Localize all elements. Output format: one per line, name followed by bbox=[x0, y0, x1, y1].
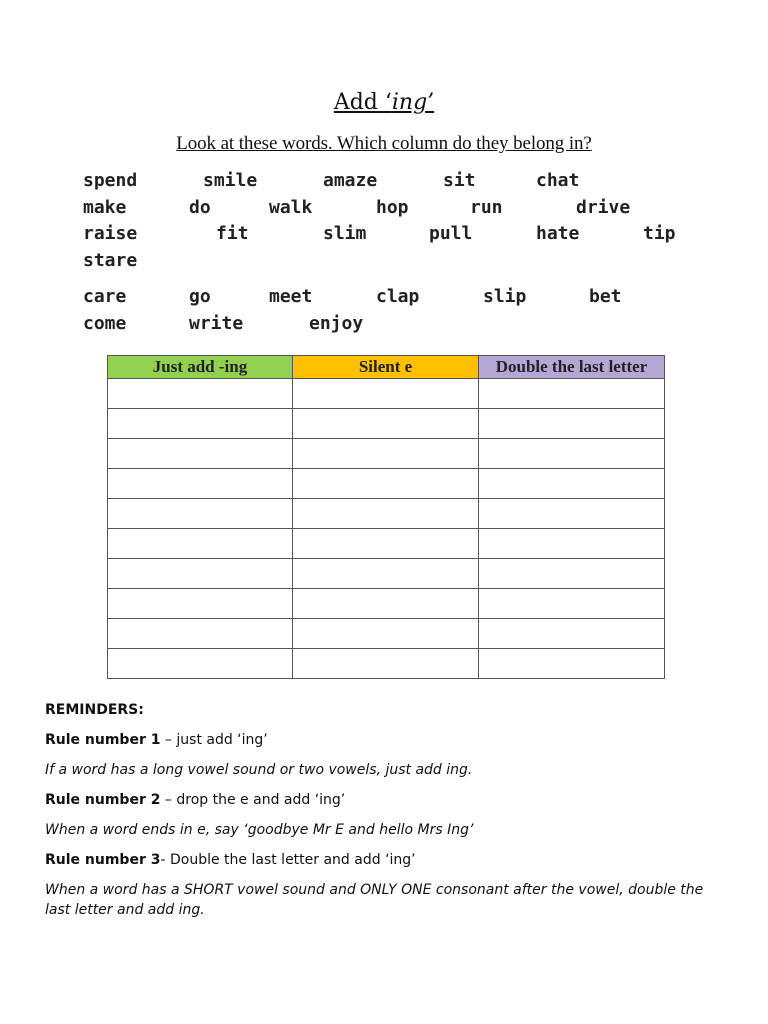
answer-cell[interactable] bbox=[293, 589, 479, 619]
word-care: care bbox=[83, 286, 127, 307]
answer-cell[interactable] bbox=[479, 409, 665, 439]
answer-cell[interactable] bbox=[293, 409, 479, 439]
word-do: do bbox=[189, 197, 211, 218]
answer-cell[interactable] bbox=[108, 589, 293, 619]
answer-cell[interactable] bbox=[293, 439, 479, 469]
instructions: Look at these words. Which column do they belong in? bbox=[176, 133, 592, 154]
answer-cell[interactable] bbox=[293, 559, 479, 589]
table-row bbox=[108, 379, 665, 409]
word-hate: hate bbox=[536, 223, 580, 244]
rule-3-text: - Double the last letter and add ‘ing’ bbox=[160, 852, 416, 868]
reminders-heading: REMINDERS: bbox=[45, 702, 144, 718]
word-tip: tip bbox=[643, 223, 676, 244]
answer-cell[interactable] bbox=[108, 649, 293, 679]
table-row bbox=[108, 499, 665, 529]
answer-cell[interactable] bbox=[479, 499, 665, 529]
answer-cell[interactable] bbox=[108, 559, 293, 589]
rule-2 bbox=[45, 792, 345, 808]
answer-cell[interactable] bbox=[479, 379, 665, 409]
rule-1-text: – just add ‘ing’ bbox=[160, 732, 268, 748]
rule-2-label: Rule number 2 bbox=[45, 792, 161, 808]
word-spend: spend bbox=[83, 170, 138, 191]
sorting-table bbox=[107, 355, 665, 679]
answer-cell[interactable] bbox=[293, 619, 479, 649]
table-row bbox=[108, 649, 665, 679]
answer-cell[interactable] bbox=[479, 529, 665, 559]
answer-cell[interactable] bbox=[108, 499, 293, 529]
rule-2-note: When a word ends in e, say ‘goodbye Mr E and hello Mrs Ing’ bbox=[45, 822, 474, 838]
word-smile: smile bbox=[203, 170, 258, 191]
rule-1-note: If a word has a long vowel sound or two vowels, just add ing. bbox=[45, 762, 473, 778]
rule-3 bbox=[45, 852, 416, 868]
header-silent-e: Silent e bbox=[293, 356, 479, 379]
answer-cell[interactable] bbox=[479, 619, 665, 649]
answer-cell[interactable] bbox=[108, 529, 293, 559]
word-raise: raise bbox=[83, 223, 138, 244]
word-make: make bbox=[83, 197, 127, 218]
table-row bbox=[108, 589, 665, 619]
word-stare: stare bbox=[83, 250, 138, 271]
word-go: go bbox=[189, 286, 211, 307]
word-amaze: amaze bbox=[323, 170, 378, 191]
title-prefix: Add ‘ bbox=[333, 90, 392, 115]
word-meet: meet bbox=[269, 286, 313, 307]
table-header-row bbox=[108, 356, 665, 379]
answer-cell[interactable] bbox=[479, 559, 665, 589]
table-row bbox=[108, 559, 665, 589]
answer-cell[interactable] bbox=[108, 409, 293, 439]
table-row bbox=[108, 619, 665, 649]
answer-cell[interactable] bbox=[293, 469, 479, 499]
word-hop: hop bbox=[376, 197, 409, 218]
header-double-last-letter: Double the last letter bbox=[479, 356, 665, 379]
word-chat: chat bbox=[536, 170, 580, 191]
word-clap: clap bbox=[376, 286, 420, 307]
rule-3-label: Rule number 3 bbox=[45, 852, 161, 868]
header-just-add-ing: Just add -ing bbox=[108, 356, 293, 379]
answer-cell[interactable] bbox=[479, 589, 665, 619]
answer-cell[interactable] bbox=[293, 499, 479, 529]
rule-2-text: – drop the e and add ‘ing’ bbox=[160, 792, 346, 808]
answer-cell[interactable] bbox=[108, 619, 293, 649]
table-row bbox=[108, 529, 665, 559]
word-fit: fit bbox=[216, 223, 249, 244]
word-pull: pull bbox=[429, 223, 473, 244]
word-slip: slip bbox=[483, 286, 527, 307]
answer-cell[interactable] bbox=[108, 439, 293, 469]
table-row bbox=[108, 409, 665, 439]
answer-cell[interactable] bbox=[479, 649, 665, 679]
rule-3-note: When a word has a SHORT vowel sound and ONLY ONE consonant after the vowel, double the last letter and add ing. bbox=[45, 882, 704, 918]
word-enjoy: enjoy bbox=[309, 313, 364, 334]
table-row bbox=[108, 469, 665, 499]
word-run: run bbox=[470, 197, 503, 218]
page-title bbox=[0, 90, 768, 115]
rule-1-label: Rule number 1 bbox=[45, 732, 161, 748]
answer-cell[interactable] bbox=[293, 379, 479, 409]
table-row bbox=[108, 439, 665, 469]
word-slim: slim bbox=[323, 223, 367, 244]
answer-cell[interactable] bbox=[293, 649, 479, 679]
word-drive: drive bbox=[576, 197, 631, 218]
word-walk: walk bbox=[269, 197, 313, 218]
answer-cell[interactable] bbox=[293, 529, 479, 559]
answer-cell[interactable] bbox=[479, 469, 665, 499]
word-write: write bbox=[189, 313, 244, 334]
word-sit: sit bbox=[443, 170, 476, 191]
word-come: come bbox=[83, 313, 127, 334]
answer-cell[interactable] bbox=[479, 439, 665, 469]
answer-cell[interactable] bbox=[108, 379, 293, 409]
answer-cell[interactable] bbox=[108, 469, 293, 499]
title-italic: ing’ bbox=[391, 90, 435, 115]
rule-1 bbox=[45, 732, 268, 748]
word-bet: bet bbox=[589, 286, 622, 307]
